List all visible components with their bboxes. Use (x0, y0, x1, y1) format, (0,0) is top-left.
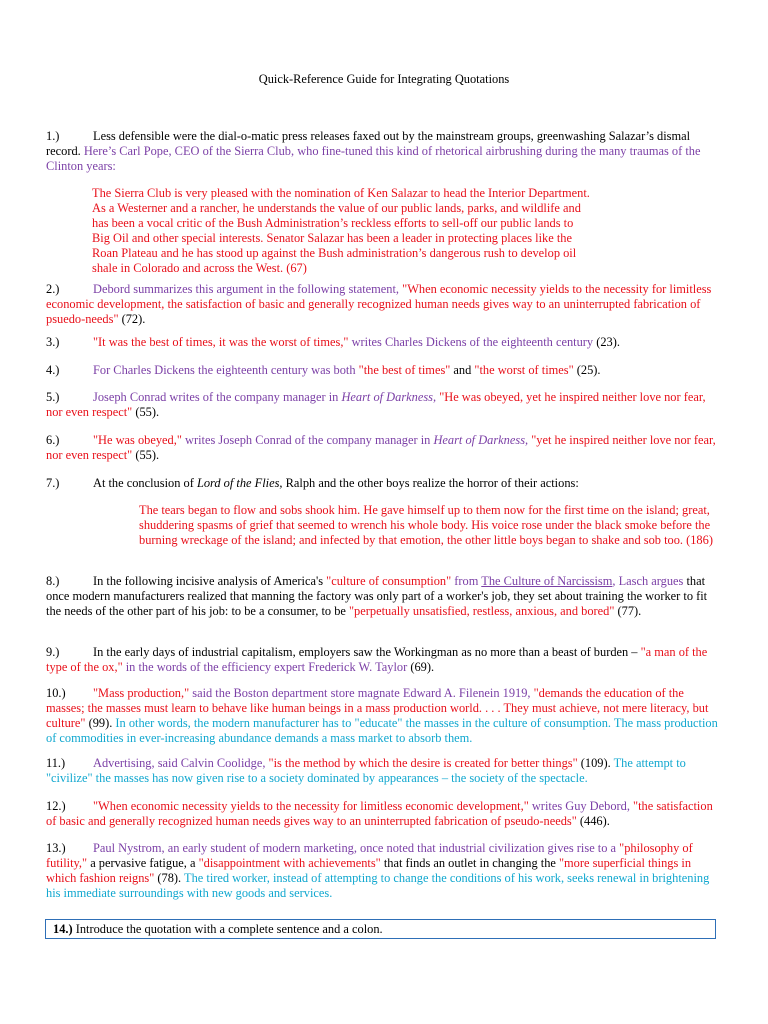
text-segment: writes Guy Debord, (528, 799, 634, 813)
text-segment: The tired worker, instead of attempting to change the conditions of his work, seeks renewal in brightening his immediate surroundings with new goods and services. (46, 871, 710, 900)
text-segment: "perpetually unsatisfied, restless, anxious, and bored" (349, 604, 615, 618)
text-segment: (23). (593, 335, 620, 349)
text-segment: Heart of Darkness, (341, 390, 437, 404)
text-segment: writes Joseph Conrad of the company manager in (181, 433, 434, 447)
block-quote: The tears began to flow and sobs shook him. He gave himself up to them now for the first time on the island; great, shuddering spasms of grief that seemed to wrench his whole body. His voice rose under the black smoke before the burning wreckage of the island; and infected by that emotion, the other little boys began to shake and sob too. (186) (139, 503, 713, 547)
block-quote: The Sierra Club is very pleased with the nomination of Ken Salazar to head the Interior Department. As a Westerner and a rancher, he understands the value of our public lands, parks, and wildlife and has been a vocal critic of the Bush Administration’s reckless efforts to sell-off our public lands to Big Oil and other special interests. Senator Salazar has been a leader in protecting places like the Roan Plateau and he has stood up against the Bush administration’s dangerous rush to develop oil shale in Colorado and across the West. (67) (92, 186, 590, 275)
text-segment: "the worst of times" (474, 363, 574, 377)
text-segment: writes Charles Dickens of the eighteenth century (348, 335, 594, 349)
text-segment: , Lasch argues (612, 574, 684, 588)
text-segment: (69). (407, 660, 435, 674)
text-segment: In the following incisive analysis of America's (93, 574, 327, 588)
item-number: 5.) (46, 390, 60, 404)
text-segment: (446). (576, 814, 610, 828)
text-segment: (99). (85, 716, 113, 730)
text-segment: "He was obeyed, yet he inspired neither love nor fear, nor even respect" (46, 390, 706, 419)
text-segment: (25). (573, 363, 601, 377)
item-number: 2.) (46, 282, 60, 296)
text-segment: "When economic necessity yields to the necessity for limitless economic development," (93, 799, 529, 813)
item-number: 6.) (46, 433, 60, 447)
text-segment: (78). (154, 871, 182, 885)
item-number: 9.) (46, 645, 60, 659)
list-item (46, 476, 722, 491)
text-segment: "is the method by which the desire is created for better things" (268, 756, 578, 770)
text-segment: "a man of the type of the ox," (46, 645, 708, 674)
text-segment: Lord of the Flies, (196, 476, 283, 490)
text-segment: in the words of the efficiency expert Frederick W. Taylor (122, 660, 408, 674)
text-segment: Less defensible were the dial-o-matic press releases faxed out by the mainstream groups, greenwashing Salazar’s dismal record. (46, 129, 691, 158)
list-item (46, 129, 722, 174)
text-segment: Here’s Carl Pope, CEO of the Sierra Club, who fine-tuned this kind of rhetorical airbrushing during the many traumas of the Clinton years: (46, 144, 701, 173)
item-number: 4.) (46, 363, 60, 377)
text-segment: "Mass production," (93, 686, 190, 700)
text-segment: "disappointment with achievements" (198, 856, 381, 870)
text-segment: "It was the best of times, it was the worst of times," (93, 335, 349, 349)
text-segment: from (451, 574, 482, 588)
list-item (46, 433, 722, 463)
text-segment: "demands the education of the masses; the masses must learn to behave like human beings in a mass production world. . . . They must achieve, not mere literacy, but culture" (46, 686, 709, 730)
text-segment: a pervasive fatigue, a (87, 856, 199, 870)
text-segment: "He was obeyed," (93, 433, 182, 447)
text-segment: "culture of consumption" (326, 574, 452, 588)
list-item (46, 390, 722, 420)
list-item (46, 799, 722, 829)
text-segment: The Culture of Narcissism (481, 574, 613, 588)
item-number: 10.) (46, 686, 66, 700)
item-number: 8.) (46, 574, 60, 588)
text-segment: "the best of times" (358, 363, 451, 377)
list-item (46, 282, 722, 327)
text-segment: (72). (118, 312, 146, 326)
text-segment: In other words, the modern manufacturer has to "educate" the masses in the culture of consumption. The mass production of commodities in ever-increasing abundance demands a mass market to absorb them. (46, 716, 718, 745)
text-segment: "the satisfaction of basic and generally recognized human needs gives way to an uninterrupted fabrication of pseudo-needs" (46, 799, 713, 828)
text-segment: (109). (577, 756, 611, 770)
tip-text: Introduce the quotation with a complete sentence and a colon. (72, 922, 383, 936)
text-segment: For Charles Dickens the eighteenth century was both (93, 363, 359, 377)
text-segment: and (450, 363, 475, 377)
list-item (46, 335, 722, 350)
item-number: 3.) (46, 335, 60, 349)
text-segment: that once modern manufacturers realized that manning the factory was only part of a worker's job, they set about training the worker to fit the needs of the other part of his job: to be a consumer, to be (46, 574, 708, 618)
list-item (46, 363, 722, 378)
item-number: 7.) (46, 476, 60, 490)
list-item (46, 574, 722, 619)
tip-box (45, 919, 716, 939)
text-segment: (55). (132, 405, 160, 419)
item-number: 11.) (46, 756, 66, 770)
text-segment: (77). (614, 604, 642, 618)
text-segment: Debord summarizes this argument in the following statement, (93, 282, 403, 296)
list-item (46, 645, 722, 675)
text-segment: Heart of Darkness, (433, 433, 529, 447)
page-title: Quick-Reference Guide for Integrating Quotations (258, 72, 510, 86)
tip-number: 14.) (53, 922, 73, 936)
list-item (46, 841, 722, 901)
text-segment: At the conclusion of (93, 476, 197, 490)
text-segment: In the early days of industrial capitalism, employers saw the Workingman as no more than a beast of burden – (93, 645, 641, 659)
item-number: 1.) (46, 129, 60, 143)
text-segment: The attempt to "civilize" the masses has now given rise to a society dominated by appearances – the society of the spectacle. (46, 756, 686, 785)
item-number: 12.) (46, 799, 66, 813)
list-item (46, 756, 722, 786)
text-segment: "When economic necessity yields to the necessity for limitless economic development, the satisfaction of basic and generally recognized human needs gives way to an uninterrupted fabrication of psuedo-needs" (46, 282, 712, 326)
text-segment: said the Boston department store magnate Edward A. Filenein 1919, (189, 686, 534, 700)
text-segment: Advertising, said Calvin Coolidge, (93, 756, 269, 770)
text-segment: "more superficial things in which fashion reigns" (46, 856, 692, 885)
text-segment: Ralph and the other boys realize the horror of their actions: (282, 476, 579, 490)
text-segment: (55). (132, 448, 160, 462)
item-number: 13.) (46, 841, 66, 855)
text-segment: "yet he inspired neither love nor fear, nor even respect" (46, 433, 716, 462)
text-segment: Joseph Conrad writes of the company manager in (93, 390, 342, 404)
text-segment: Paul Nystrom, an early student of modern marketing, once noted that industrial civilization gives rise to a (93, 841, 620, 855)
text-segment: that finds an outlet in changing the (380, 856, 559, 870)
text-segment: "philosophy of futility," (46, 841, 693, 870)
list-item (46, 686, 722, 746)
